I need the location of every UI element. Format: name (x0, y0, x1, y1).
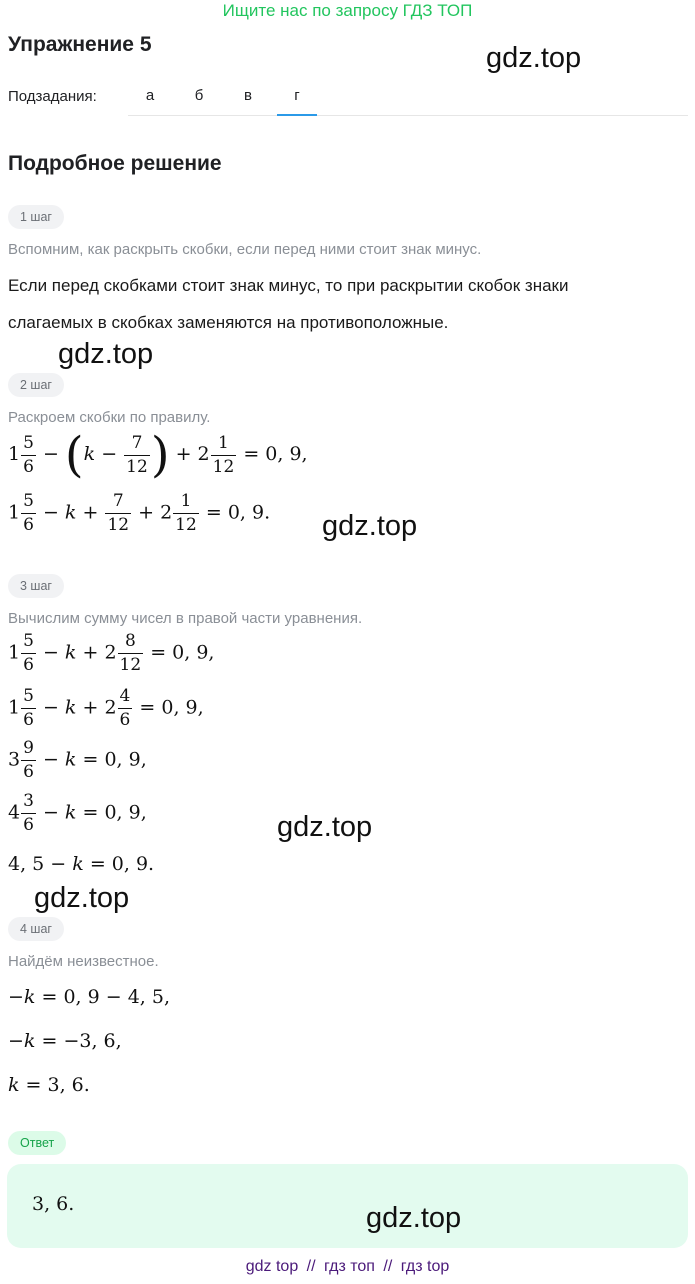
step-1-badge: 1 шаг (8, 205, 64, 229)
tab-a[interactable]: а (145, 87, 155, 104)
step-2-hint: Раскроем скобки по правилу. (8, 409, 211, 426)
watermark: gdz.top (366, 1202, 462, 1234)
footer-link-3[interactable]: гдз top (400, 1258, 450, 1275)
step-1-text-line-1: Если перед скобками стоит знак минус, то при раскрытии скобок знаки (8, 276, 569, 295)
tab-b[interactable]: б (194, 87, 204, 104)
footer-link-1[interactable]: gdz top (245, 1258, 299, 1275)
page-title: Упражнение 5 (8, 33, 152, 56)
top-banner: Ищите нас по запросу ГДЗ ТОП (222, 1, 473, 20)
watermark: gdz.top (277, 811, 373, 843)
equation-3-5: 4, 5 − k = 0, 9. (8, 853, 155, 875)
subtasks-label: Подзадания: (8, 88, 97, 105)
footer-separator: // (383, 1258, 393, 1275)
watermark: gdz.top (58, 338, 154, 370)
equation-3-4: 4 $\frac{3}{6}$ − k = 0, 9, (8, 791, 147, 835)
step-4-badge: 4 шаг (8, 917, 64, 941)
tab-v[interactable]: в (244, 87, 252, 104)
step-1-text-line-2: слагаемых в скобках заменяются на противоположные. (8, 313, 449, 332)
footer-links (0, 1258, 695, 1276)
equation-2-2: 1 $\frac{5}{6}$ − k + $\frac{7}{12}$ + 2 $\frac{1}{12}$ = 0, 9. (8, 491, 271, 535)
equation-4-1: −k = 0, 9 − 4, 5, (8, 986, 170, 1008)
equation-3-3: 3 $\frac{9}{6}$ − k = 0, 9, (8, 738, 147, 782)
step-3-hint: Вычислим сумму чисел в правой части уравнения. (8, 610, 363, 627)
step-2-badge: 2 шаг (8, 373, 64, 397)
tab-g[interactable]: г (277, 78, 317, 116)
step-1-hint: Вспомним, как раскрыть скобки, если перед ними стоит знак минус. (8, 241, 482, 258)
subtask-tabs (128, 78, 688, 116)
watermark: gdz.top (322, 510, 418, 542)
answer-box (7, 1164, 688, 1248)
solution-heading: Подробное решение (8, 152, 222, 175)
footer-link-2[interactable]: гдз топ (324, 1258, 375, 1275)
equation-2-1: 1 $\frac{5}{6}$ − (k − $\frac{7}{12}$ ) + 2 $\frac{1}{12}$ = 0, 9, (8, 427, 308, 483)
step-4-hint: Найдём неизвестное. (8, 953, 159, 970)
answer-badge: Ответ (8, 1131, 66, 1155)
step-3-badge: 3 шаг (8, 574, 64, 598)
watermark: gdz.top (34, 882, 130, 914)
equation-4-3: k = 3, 6. (8, 1074, 90, 1096)
answer-value: 3, 6. (32, 1193, 75, 1215)
equation-3-2: 1 $\frac{5}{6}$ − k + 2 $\frac{4}{6}$ = 0, 9, (8, 686, 204, 730)
watermark: gdz.top (486, 42, 582, 74)
equation-3-1: 1 $\frac{5}{6}$ − k + 2 $\frac{8}{12}$ = 0, 9, (8, 631, 215, 675)
equation-4-2: −k = −3, 6, (8, 1030, 122, 1052)
footer-separator: // (306, 1258, 316, 1275)
